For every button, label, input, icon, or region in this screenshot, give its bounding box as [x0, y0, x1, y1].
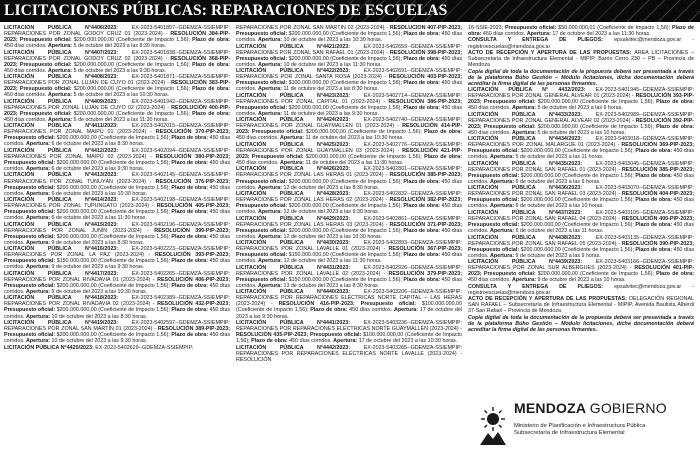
notice-paragraph: LICITACIÓN PÚBLICA N°4422/2023: EX-2023-5402691--GDEMZA-SSIEMPIP: REPARACIONES POR ZONAL SANTA ROSA (2023-2024) - RESOLUCIÓN 403-PIP-2023; Presupuesto oficial: $100.000.000,00 (Coeficiente de Impacto 1,56); Plazo de obra: 450 días corridos. Apertura: 11 de octubre del 2023 a las 8:30 horas.: [236, 68, 462, 93]
notice-paragraph: LICITACIÓN PÚBLICA N°4417/2023: EX-2023-5402265--GDEMZA-SSIEMPIP: REPARACIONES POR ZONAL RIVADAVIA 01 (2023-2024) - RESOLUCIÓN 406-PIP-2023; Presupuesto oficial: $200.000.000,00 (Coeficiente de Impacto 1,56); Plazo de obra: 450 días corridos. Apertura: 9 de octubre del 2023 a las 10:30 horas.: [4, 270, 230, 295]
notice-paragraph: LICITACIÓN PÚBLICA N°4407/2023: EX-2023-5401838--GDEMZA-SSIEMPIP: REPARACIONES POR ZONAL GODOY CRUZ 02 (2023-2024) - RESOLUCIÓN 368-PIP-2023; Presupuesto oficial: $200.000.000,00 (Coeficiente de Impacto 1,56); Plazo de obra: 450 días corridos. Apertura: 5 de octubre del 2023 a las 9:30 horas.: [4, 49, 230, 74]
notice-paragraph: LICITACIÓN PÚBLICA N°4415/2023: EX-2023-5402196--GDEMZA-SSIEMPIP: REPARACIONES POR ZONAL JUNÍN (2023-2024) - RESOLUCIÓN 399-PIP-2023; Presupuesto oficial: $200.000.000,00 (Coeficiente de Impacto 1,56); Plazo de obra: 450 días corridos. Apertura: 9 de octubre del 2023 a las 8:30 horas.: [4, 221, 230, 246]
notice-paragraph: LICITACIÓN PÚBLICA N°4439/2023: EX-2023-5403166--GDEMZA-SSIEMPIP: REPARACIONES POR ZONAL SUR ALBERGUES (2023-2024) - RESOLUCIÓN 401-PIP-2023; Presupuesto oficial: $200.000.000,00 (Coeficiente de Impacto 1,56); Plazo de obra: 450 días corridos. Apertura: 9 de octubre del 2023 a las 10 horas.: [468, 259, 694, 284]
notice-paragraph: Copia digital de toda la documentación de la propuesta deberá ser presentada a través de la plataforma Búho Gestión – Módulo licitaciones, dicha documentación deberá acreditar la firma digital de las personas firmantes.: [468, 68, 694, 87]
mendoza-gobierno-logo: [476, 400, 694, 464]
notice-paragraph: LICITACIÓN PÚBLICA N°4425/2023: EX-2023-5402776--GDEMZA-SSIEMPIP: REPARACIONES POR ZONAL GUAYMALLÉN 03 (2023-2024) - RESOLUCIÓN 421-PIP-2023; Presupuesto oficial: $200.000.000,00 (Coeficiente de Impacto 1,56); Plazo de obra: 450 días corridos. Apertura: 11 de octubre del 2023 a las 11:30 horas.: [236, 141, 462, 166]
notice-paragraph: LICITACIÓN PÚBLICA N°4436/2023: EX-2023-5403070--GDEMZA-SSIEMPIP: REPARACIONES POR ZONAL SAN RAFAEL 03 (2023-2024) - RESOLUCIÓN 404-PIP-2023; Presupuesto oficial: $200.000.000,00 (Coeficiente de Impacto 1,56); Plazo de obra: 450 días corridos. Apertura: 6 de octubre del 2023 a las 10 horas.: [468, 185, 694, 210]
notice-paragraph: LICITACIÓN PÚBLICA N°4435/2023: EX-2023-5403045--GDEMZA-SSIEMPIP: REPARACIONES POR ZONAL SAN RAFAEL 01 (2023-2024) - RESOLUCIÓN 385-PIP-2023; Presupuesto oficial: $200.000.000,00 (Coeficiente de Impacto 1,56); Plazo de obra: 450 días corridos. Apertura: 6 de octubre del 2023 a las 9 horas.: [468, 160, 694, 185]
notice-columns: [4, 25, 696, 464]
notice-paragraph: LICITACIÓN PÚBLICA N°4426/2023: EX-2023-5402801--GDEMZA-SSIEMPIP: REPARACIONES POR ZONAL LAS HERAS 01 (2023-2024) - RESOLUCIÓN 385-PIP-2023; Presupuesto oficial: $200.000.000,00 (Coeficiente de Impacto 1,56); Plazo de obra: 450 días corridos. Apertura: 12 de octubre del 2023 a las 8:30 horas.: [236, 166, 462, 191]
brand-name: MENDOZA GOBIERNO: [514, 400, 667, 416]
notice-column-2: [236, 25, 462, 464]
page-header: [0, 0, 700, 22]
notice-paragraph: LICITACIÓN PÚBLICA N° 4432/2023: EX-2023-5401945--GDEMZA-SSIEMPIP: REPARACIONES POR ZONAL GENERAL ALVEAR 01 (2023-2024) - RESOLUCIÓN 393-PIP-2023; Presupuesto oficial: $200.000.000,00 (Coeficiente de Impacto 1,56); Plazo de obra: 450 días corridos. Apertura: 5 de octubre del 2023 a las 9 horas.: [468, 87, 694, 112]
notice-paragraph: LICITACIÓN PÚBLICA N°4409/2023: EX-2023-5401942--GDEMZA-SSIEMPIP: REPARACIONES POR ZONAL LUJÁN DE CUYO 02 (2023-2024) - RESOLUCIÓN 400-PIP-2023; Presupuesto oficial: $200.000.000,00 (Coeficiente de Impacto 1,56); Plazo de obra: 450 días corridos. Apertura: 5 de octubre del 2023 a las 11:30 horas.: [4, 98, 230, 123]
ministry-name: Ministerio de Planificación e Infraestructura Pública: [514, 423, 646, 429]
notice-paragraph: LICITACIÓN PÚBLICA N°4431/2023: EX-2023-5402926--GDEMZA-SSIEMPIP: REPARACIONES POR ZONAL LAVALLE 02 (2023-2024) - RESOLUCIÓN 379-PIP-2023; Presupuesto oficial: $150.000.000,00 (Coeficiente de Impacto 1,56); Plazo de obra: 450 días corridos. Apertura: 13 de octubre del 2023 a las 8:30 horas.: [236, 264, 462, 289]
notice-paragraph: LICITACIÓN PÚBLICA N°4438/2023: EX-2023-5403135--GDEMZA-SSIEMPIP: REPARACIONES POR ZONAL SAN RAFAEL 05 (2023-2024) - RESOLUCIÓN 390-PIP-2023; Presupuesto oficial: $200.000.000,00 (Coeficiente de Impacto 1,56); Plazo de obra: 450 días corridos. Apertura: 9 de octubre del 2023 a las 9 horas.: [468, 234, 694, 259]
notice-paragraph: ACTO DE RECEPCIÓN Y APERTURA DE LAS PROPUESTAS: DELEGACIÓN REGIONAL SAN RAFAEL – Subsecretaría de Infraestructura Elemental - MIPIP, Avenida Bautista Alberdi 37-San Rafael – Provincia de Mendoza: [468, 296, 694, 315]
notice-paragraph: REPARACIONES POR ZONAL SAN MARTÍN 02 (2023-2024) - RESOLUCIÓN 407-PIP-2023; Presupuesto oficial: $200.000.000,00 (Coeficiente de Impacto 1,56); Plazo de obra: 450 días corridos. Apertura: 10 de octubre del 2023 a las 10:30 horas.: [236, 25, 462, 44]
notice-paragraph: LICITACIÓN PÚBLICA N°4416/2023: EX-2023-5402223--GDEMZA-SSIEMPIP: REPARACIONES POR ZONAL LA PAZ (2023-2024) - RESOLUCIÓN 393-PIP-2023; Presupuesto oficial: $150.000.000,00 (Coeficiente de Impacto 1,56); Plazo de obra: 450 días corridos. Apertura: 9 de octubre del 2023 a las 9:30 horas.: [4, 246, 230, 271]
notice-paragraph: LICITACIÓN PÚBLICA N°4440/2023: EX-2023-5403206--GDEMZA-SSIEMPIP: REPARACIONES POR REPARACIONES ELÉCTRICAS NORTE CAPITAL – LAS HERAS (2023-2024) - RESOLUCIÓN 416-PIP-2023; Presupuesto oficial: $100.000.000,00 (Coeficiente de Impacto 1,56); Plazo de obra: 450 días corridos. Apertura: 17 de octubre del 2023 a las 9:30 horas.: [236, 289, 462, 320]
notice-paragraph: LICITACIÓN PÚBLICA N°4428/2023: EX-2023-5402832--GDEMZA-SSIEMPIP: REPARACIONES POR ZONAL LAS HERAS 02 (2023-2024) - RESOLUCIÓN 382-PIP-2023; Presupuesto oficial: $200.000.000,00 (Coeficiente de Impacto 1,56); Plazo de obra: 450 días corridos. Apertura: 12 de octubre del 2023 a las 9:30 horas.: [236, 191, 462, 216]
notice-paragraph: LICITACIÓN PÚBLICA N°4433/2023: EX-2023-5402989--GDEMZA-SSIEMPIP: REPARACIONES POR ZONAL GENERAL ALVEAR 02 (2023-2024) - RESOLUCIÓN 392-PIP-2023; Presupuesto oficial: $200.000.000,00 (Coeficiente de Impacto 1,56); Plazo de obra: 450 días corridos. Apertura: 5 de octubre del 2023 a las 10 horas.: [468, 111, 694, 136]
notice-paragraph: LICITACIÓN PÚBLICA N°4420/2023: EX-2023-5402629--GDEMZA-SSIEMPIP:: [4, 344, 194, 351]
notice-paragraph: LICITACIÓN PÚBLICA N°4442/2023: EX-2023-5403265--GDEMZA-SSIEMPIP: REPARACIONES POR REPARACIONES ELÉCTRICAS NORTE LAVALLE (2023-2024) - RESOLUCIÓN: [236, 344, 462, 363]
notice-paragraph: LICITACIÓN PÚBLICA N°4414/2023: EX-2023-5402198--GDEMZA-SSIEMPIP: REPARACIONES POR ZONAL TUPUNGATO (2023-2024) - RESOLUCIÓN 405-PIP-2023; Presupuesto oficial: $200.000.000,00 (Coeficiente de Impacto 1,56); Plazo de obra: 450 días corridos. Apertura: 6 de octubre del 2023 a las 11:30 horas.: [4, 197, 230, 222]
notice-paragraph: LICITACIÓN PÚBLICA N°4408/2023: EX-2023-5401871--GDEMZA-SSIEMPIP: REPARACIONES POR ZONAL LUJÁN DE CUYO 01 (2023-2024) - RESOLUCIÓN 383-PIP-2023; Presupuesto oficial: $200.000.000,00 (Coeficiente de Impacto 1,56); Plazo de obra: 450 días corridos. Apertura: 5 de octubre del 2023 a las 10:30 horas.: [4, 74, 230, 99]
page-title: LICITACIONES PÚBLICAS: REPARACIONES DE ESCUELAS: [4, 2, 448, 19]
notice-paragraph: 16-SSIE-2023; Presupuesto oficial: $50.000.000,01 (Coeficiente de Impacto 1,56); Plazo de obra: 450 días corridos. Apertura: 17 de octubre del 2023 a las 11:30 horas.: [468, 25, 694, 38]
notice-paragraph: CONSULTA Y ENTREGA DE PLIEGOS: epsalvitec@mendoza.gov.ar - registroescuelas@mendoza.gov.ar: [468, 283, 694, 296]
notice-column-3: [468, 25, 694, 464]
notice-paragraph: LICITACIÓN PÚBLICA N°4411/2023: EX-2023-5402015--GDEMZA-SSIEMPIP: REPARACIONES POR ZONAL MAIPÚ 01 (2023-2024) - RESOLUCIÓN 370-PIP-2023; Presupuesto oficial: $200.000.000,00 (Coeficiente de Impacto 1,56); Plazo de obra: 450 días corridos. Apertura: 6 de octubre del 2023 a las 8:30 horas.: [4, 123, 230, 148]
notice-paragraph: LICITACIÓN PÚBLICA N°4412/2023: EX-2023-5402094--GDEMZA-SSIEMPIP: REPARACIONES POR ZONAL MAIPÚ 02 (2023-2024) - RESOLUCIÓN 380-PIP-2023; Presupuesto oficial: $200.000.000,00 (Coeficiente de Impacto 1,56); Plazo de obra: 450 días corridos. Apertura: 6 de octubre del 2023 a las 9:30 horas.: [4, 147, 230, 173]
notice-paragraph: LICITACIÓN PÚBLICA N°4419/2023: EX-2023-5402597--GDEMZA-SSIEMPIP: REPARACIONES POR ZONAL SAN MARTÍN 01 (2023-2024) - RESOLUCIÓN 389-PIP-2023; Presupuesto oficial: $200.000.000,00 (Coeficiente de Impacto 1,56); Plazo de obra: 450 días corridos. Apertura: 10 de octubre del 2023 a las 9:30 horas.: [4, 319, 230, 345]
notice-paragraph: LICITACIÓN PÚBLICA N°4406/2023: EX-2023-5401807--GDEMZA-SSIEMPIP: REPARACIONES POR ZONAL GODOY CRUZ 01 (2023-2024) - RESOLUCIÓN 384-PIP-2023; Presupuesto oficial: $200.000.000,00 (Coeficiente de Impacto 1,56); Plazo de obra: 450 días corridos. Apertura: 5 de octubre del 2023 a las 8:30 horas.: [4, 25, 230, 50]
notice-paragraph: LICITACIÓN PÚBLICA N°4441/2023: EX-2023-5403236--GDEMZA-SSIEMPIP: REPARACIONES POR REPARACIONES ELÉCTRICAS NORTE GUAYMALLÉN (2023-2024) - RESOLUCIÓN 435-PIP-2023; Presupuesto oficial: $100.000.000,00 (Coeficiente de Impacto 1,56); Plazo de obra: 450 días corridos. Apertura: 17 de octubre del 2023 a las 10:30 horas.: [236, 319, 462, 345]
subsecretaria-name: Subsecretaría de Infraestructura Elemental: [514, 430, 625, 436]
notice-paragraph: LICITACIÓN PÚBLICA N°4413/2023: EX-2023-5402145--GDEMZA-SSIEMPIP: REPARACIONES POR ZONAL TUNUYÁN (2023-2024) - RESOLUCIÓN 376-PIP-2023; Presupuesto oficial: $200.000.000,00 (Coeficiente de Impacto 1,56); Plazo de obra: 450 días corridos. Apertura: 6 de octubre del 2023 a las 10:30 horas.: [4, 172, 230, 197]
notice-column-3-text: [468, 25, 694, 395]
notice-paragraph: LICITACIÓN PÚBLICA N°4430/2023: EX-2023-5402893--GDEMZA-SSIEMPIP: REPARACIONES POR ZONAL LAVALLE 01 (2023-2024) - RESOLUCIÓN 367-PIP-2023; Presupuesto oficial: $150.000.000,00 (Coeficiente de Impacto 1,56); Plazo de obra: 450 días corridos. Apertura: 12 de octubre del 2023 a las 11:30 horas.: [236, 240, 462, 265]
notice-paragraph: LICITACIÓN PÚBLICA N°4434/2023: EX-2023-5403018--GDEMZA-SSIEMPIP: REPARACIONES POR ZONAL MALARGÜE 01 (2023-2024) - RESOLUCIÓN 369-PIP-2023; Presupuesto oficial: $200.000.000,00 (Coeficiente de Impacto 1,56); Plazo de obra: 450 días corridos. Apertura: 5 de octubre del 2023 a las 11 horas.: [468, 136, 694, 161]
notice-paragraph: CONSULTA Y ENTREGA DE PLIEGOS: epsalvitec@mendoza.gov.ar - registroescuelas@mendoza.gov.ar: [468, 37, 694, 50]
notice-paragraph: LICITACIÓN PÚBLICA N°4421/2023: EX-2023-5402659--GDEMZA-SSIEMPIP: REPARACIONES POR ZONAL SAN RAFAEL 01 (2023-2024) - RESOLUCIÓN 398-PIP-2023; Presupuesto oficial: $200.000.000,00 (Coeficiente de Impacto 1,56); Plazo de obra: 450 días corridos. Apertura: 10 de octubre del 2023 a las 11:30 horas.: [236, 43, 462, 68]
mendoza-sun-emblem-icon: [476, 405, 510, 449]
notice-column-1: [4, 25, 230, 464]
notice-paragraph: LICITACIÓN PÚBLICA N°4429/2023: EX-2023-5402861--GDEMZA-SSIEMPIP: REPARACIONES POR ZONAL LAS HERAS 03 (2023-2024) - RESOLUCIÓN 371-PIP-2023; Presupuesto oficial: $200.000.000,00 (Coeficiente de Impacto 1,56); Plazo de obra: 450 días corridos. Apertura: 12 de octubre del 2023 a las 10:30 horas.: [236, 215, 462, 240]
notice-paragraph: Copia digital de toda la documentación de la propuesta deberá ser presentada a través de la plataforma Búho Gestión – Módulo licitaciones, dicha documentación deberá acreditar la firma digital de las personas firmantes.: [468, 314, 694, 333]
notice-paragraph: LICITACIÓN PÚBLICA N°4418/2023: EX-2023-5402389--GDEMZA-SSIEMPIP: REPARACIONES POR ZONAL RIVADAVIA 02 (2023-2024) - RESOLUCIÓN 432-PIP-2023; Presupuesto oficial: $200.000.000,00 (Coeficiente de Impacto 1,56); Plazo de obra: 450 días corridos. Apertura: 10 de octubre del 2023 a las 8:30 horas.: [4, 295, 230, 320]
notice-paragraph: LICITACIÓN PÚBLICA N°4423/2023: EX-2023-5402714--GDEMZA-SSIEMPIP: REPARACIONES POR ZONAL CAPITAL 01 (2023-2024) - RESOLUCIÓN 386-PIP-2023; Presupuesto oficial: $200.000.000,00 (Coeficiente de Impacto 1,56); Plazo de obra: 450 días corridos. Apertura: 11 de octubre del 2023 a las 9:30 horas.: [236, 92, 462, 117]
notice-paragraph: ACTO DE RECEPCIÓN Y APERTURA DE LAS PROPUESTAS: ÁREA LICITACIONES – Subsecretaría de Infraestructura Elemental - MIPIP, Barrio Cerro 230 – PB – Provincia de Mendoza: [468, 49, 694, 69]
notice-paragraph: LICITACIÓN PÚBLICA N°4424/2023: EX-2023-5402740--GDEMZA-SSIEMPIP: REPARACIONES POR ZONAL GUAYMALLÉN 01 (2023-2024) - RESOLUCIÓN 414-PIP-2023; Presupuesto oficial: $200.000.000,00 (Coeficiente de Impacto 1,56); Plazo de obra: 450 días corridos. Apertura: 11 de octubre del 2023 a las 10:30 horas.: [236, 117, 462, 142]
notice-paragraph: LICITACIÓN PÚBLICA N°4437/2023: EX-2023-5403105--GDEMZA-SSIEMPIP: REPARACIONES POR ZONAL SAN RAFAEL 04 (2023-2024) - RESOLUCIÓN 400-PIP-2023; Presupuesto oficial: $200.000.000,00 (Coeficiente de Impacto 1,56); Plazo de obra: 450 días corridos. Apertura: 6 de octubre del 2023 a las 11 horas.: [468, 209, 694, 235]
